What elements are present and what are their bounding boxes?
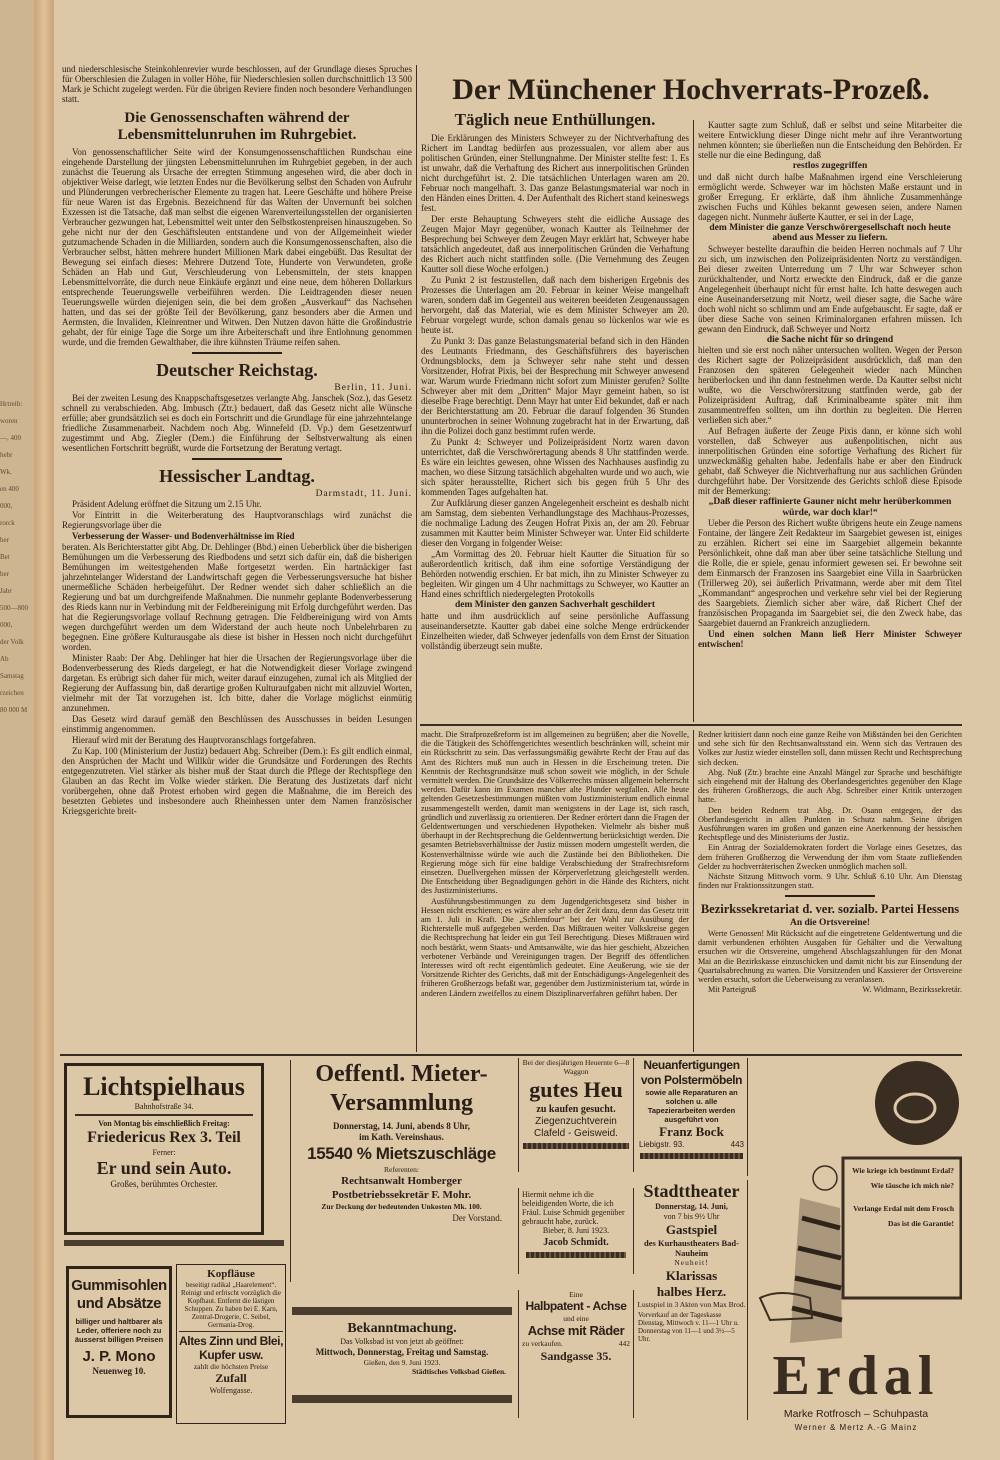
paragraph: Die Erklärungen des Ministers Schweyer zu der Nichtverhaftung des Richert im Landtag bedürfen aus prozessualen, vor allem aber aus politischen Gründen, einer Stellungnahme. Der Minister stellte fest: 1. Es ist unwahr, daß die Verhaftung des Richert aus innerpolitischen Gründen nicht durchgeführt ist. 2. Die tatsächlichen Unterlagen waren am 20. Februar noch mangelhaft. 3. Das ganze Belastungsmaterial war noch in den Händen eines Dritten. 4. Der Aufenthalt des Richert stand keineswegs fest. bbox=[421, 133, 689, 213]
ad-heu bbox=[518, 1058, 634, 1172]
paragraph: Von genossenschaftlicher Seite wird der Konsumgenossenschaftlichen Rundschau eine eingehende Darstellung der jüngsten Lebensmittelunruhen im Ruhrgebiet gegeben, in der auch zunächst die Teuerung als Ursache der erregten Stimmung angesehen wird, die aber doch in objektiver Weise darlegt, wie letzten Endes nur die Bevölkerung selbst den Schaden von Aufruhr und Plünderungen verbrecherischer Elemente zu tragen hat. Leere Geschäfte und höhere Preise für neue Waren ist das Ergebnis. Bezeichnend für das Walten der Unvernunft bei solchen Exzessen ist die Tatsache, daß man selbst die eigenen Warenverteilungsstellen der organisierten Verbraucher gezwungen hat, Lebensmittel weit unter den Selbstkostenpreisen hinauszugeben. So gehe nicht nur der den Geschäftsleuten entstandene und von der Allgemeinheit wieder gutzumachende Schaden in die Milliarden, sondern auch die Konsumgenossenschaften, also die Verbraucher selbst, hätten mehrere hundert Millionen Mark dabei eingebüßt. Das Resultat der Bewegung sei einfach dieses: Mehrere Dutzend Tote, Hunderte von Verwundeten, große Schäden an Hab und Gut, Verschleuderung von Lebensmitteln, der stets knappen Lebensmittelvorräte, die durch neue Einkäufe ergänzt und eine neue, dem höheren Dollarkurs entsprechende Teuerungswelle verbeiführen werden. Die Leidtragenden dieser neuen Teuerungswelle würden diejenigen sein, die bei dem großen „Ausverkauf“ das Nachsehen hatten, und das sei der größte Teil der Bevölkerung, ganz besonders aber die Armen und Aermsten, die Invaliden, Kleinrentner und Witwen. Den Nutzen davon hätte die Großindustrie gehabt, der für einige Tage die Sorge um ihre Arbeiterschaft und ihre Entlohnung genommen wurde, und die fremden Gewalthaber, die ihre kühnsten Träume reifen sahen. bbox=[62, 147, 412, 347]
ad-text: Clafeld - Geisweid. bbox=[534, 1128, 618, 1139]
ad-signature: Städtisches Volksbad Gießen. bbox=[412, 1367, 506, 1376]
ad-address: Sandgasse 35. bbox=[540, 1349, 612, 1363]
ad-text: Neuheit! bbox=[674, 1258, 709, 1267]
previous-page-fragment: Bet bbox=[0, 553, 10, 561]
previous-page-fragment: woren bbox=[0, 417, 18, 425]
ad-text: und eine bbox=[563, 1314, 589, 1323]
subheading: restlos zugegriffen bbox=[792, 161, 868, 171]
ad-address: Bahnhofstraße 34. bbox=[134, 1102, 194, 1111]
dateline: Berlin, 11. Juni. bbox=[334, 383, 412, 393]
ad-title: Altes Zinn und Blei, bbox=[179, 1334, 284, 1348]
article-title-genossenschaften: Die Genossenschaften während der Lebensmittelunruhen im Ruhrgebiet. bbox=[117, 110, 357, 143]
ad-text: zu verkaufen. bbox=[522, 1339, 563, 1348]
ad-text: Wie kriege ich bestimmt Erdal? bbox=[852, 1166, 954, 1175]
ad-date: Bieber, 8. Juni 1923. bbox=[542, 1226, 610, 1235]
paragraph: Vor Eintritt in die Weiterberatung des Hauptvoranschlags wird zunächst die Regierungsvorlage über die bbox=[62, 510, 412, 530]
ad-title: Kupfer usw. bbox=[199, 1348, 263, 1362]
ad-name: Jacob Schmidt. bbox=[543, 1237, 609, 1248]
previous-page-fragment: der Volk bbox=[0, 638, 24, 646]
ad-text: Postbetriebssekretär F. Mohr. bbox=[331, 1189, 472, 1201]
quote: „Daß dieser raffinierte Gauner nicht mehr herüberkommen würde, war doch klar!“ bbox=[708, 497, 952, 518]
previous-page-fragment: 000, bbox=[0, 502, 13, 510]
previous-page-fragment: ber bbox=[0, 536, 9, 544]
ad-title: Lichtspielhaus bbox=[83, 1072, 245, 1101]
main-headline: Der Münchener Hochverrats-Prozeß. bbox=[452, 73, 930, 106]
article-title-reichstag: Deutscher Reichstag. bbox=[156, 360, 318, 380]
ad-text: Wie täusche ich mich nie? bbox=[870, 1181, 954, 1190]
ad-gummisohlen bbox=[66, 1266, 172, 1418]
article-title-landtag: Hessischer Landtag. bbox=[159, 466, 315, 486]
woman-figure-icon bbox=[813, 1166, 837, 1190]
column-rule bbox=[693, 120, 694, 722]
greeting: Mit Parteigruß bbox=[708, 985, 756, 995]
ad-text: Das Volksbad ist von jetzt ab geöffnet: bbox=[340, 1337, 464, 1346]
paragraph: Präsident Adelung eröffnet die Sitzung um 2.15 Uhr. bbox=[72, 499, 262, 509]
erdal-product: Marke Rotfrosch – Schuhpasta bbox=[783, 1408, 929, 1420]
ad-title: von Polstermöbeln bbox=[640, 1073, 743, 1087]
ad-title: Versammlung bbox=[329, 1090, 474, 1116]
paragraph: Und einen solchen Mann ließ Herr Minister Schweyer entwischen! bbox=[698, 629, 962, 649]
paragraph: hielten und sie erst noch näher untersuchen wollten. Wegen der Person des Richert sagte der Polizeipräsident ausdrücklich, daß man den Franzosen den späteren Gelegenheit wieder nach München herüberlocken und ihn dann festnehmen werde. Da Kautter selbst nicht wußte, wo die Verschwörersitzung stattfinden werde, gab der Polizeipräsident Auftrag, daß Kriminalbeamte später mit ihm zusammentreffen sollten, um ihn dorthin zu begleiten. Die Herren verließen sich aber.“ bbox=[698, 345, 962, 425]
section-rule bbox=[60, 1054, 962, 1056]
ad-title: gutes Heu bbox=[529, 1077, 623, 1102]
subheading: dem Minister die ganze Verschwörergesellschaft noch heute abend aus Messer zu liefern. bbox=[709, 222, 951, 243]
ad-kopflaeuse bbox=[176, 1264, 286, 1424]
ad-text: von 7 bis 9½ Uhr bbox=[663, 1212, 720, 1221]
previous-page-edge bbox=[0, 0, 34, 1460]
paragraph: Zu Punkt 3: Das ganze Belastungsmaterial befand sich in den Händen des Leutnants Friedmann, des Geschäftsführers des bayerischen Ordnungsblocks, dem ja Schweyer sehr nahe steht und dessen Vorsitzender, Hofrat Pixis, bei der Besprechung mit Schweyer anwesend war. Warum wurde Friedmann nicht sofort zum Minister gerufen? Sollte Schweyer aber mit dem „Dritten“ Major Mayr gemeint haben, so ist dieselbe Frage berechtigt. Denn Mayr hat unter Eid bekundet, daß er nach der Berichterstattung am 20. Februar die darauf folgenden 36 Stunden ununterbrochen in seiner Wohnung zugebracht hat in der Erwartung, daß ihn die Polizei doch ganz bestimmt rufen werde. bbox=[421, 336, 689, 436]
ad-text: Vorverkauf an der Tageskasse Dienstag, Mittwoch v. 11—1 Uhr u. Donnerstag von 11—1 und 3½—5 Uhr. bbox=[638, 1311, 739, 1343]
previous-page-fragment: Jabr bbox=[0, 587, 12, 595]
ad-text: sowie alle Reparaturen an solchen u. alle Tapezierarbeiten werden ausgeführt von bbox=[645, 1088, 738, 1124]
intro-paragraph: und niederschlesische Steinkohlenrevier wurde beschlossen, auf der Grundlage dieses Spruches für Oberschlesien die Zulagen in voller Höhe, für Niederschlesien sollen durchschnittlich 13 500 Mark je Schicht zugelegt werden. Für die übrigen Reviere finden noch besondere Verhandlungen statt. bbox=[62, 64, 412, 104]
ad-name: Franz Bock bbox=[659, 1124, 724, 1139]
paragraph: Hierauf wird mit der Beratung des Hauptvoranschlags fortgefahren. bbox=[72, 735, 316, 745]
paragraph: Zu Kap. 100 (Ministerium der Justiz) bedauert Abg. Schreiber (Dem.): Es gilt endlich einmal, den Ansprüchen der Macht und Willkür wider die Grundsätze und Forderungen des Rechts entgegenzutreten. Viel stärker als bisher muß der Staat durch die Pflege der Rechtspflege den Glauben an das Recht im Volke wieder stärken. Die Beratung des Justizetats darf nicht vorübergehen, ohne daß Protest erhoben wird gegen die Maßnahme, die im Bereich des besetzten Gebietes und insbesondere auch Rheinhessen unter dem Namen französischer Kriegsgerichte breit- bbox=[62, 746, 412, 816]
paragraph: Redner kritisiert dann noch eine ganze Reihe von Mißständen bei den Gerichten und sehe sich für den Rechtsanwaltsstand ein. Wenn sich das Vertrauen des Volkes zur Justiz wieder einstellen soll, dann müssen Recht und Rechtsprechung sich decken. bbox=[698, 730, 962, 767]
paragraph: Ueber die Person des Richert wußte übrigens heute ein Zeuge namens Fontaine, der längere Zeit Redakteur im Saargebiet gewesen ist, einiges zu erzählen. Richert sei eine im Saargebiet allgemein bekannte Persönlichkeit, ohne daß man aber über seine tatsächliche Stellung und die Rolle, die er spiele, genau informiert gewesen sei. Er bewohne seit dem Einmarsch der Franzosen ins Saargebiet eine Villa in Saarbrücken (Trillerweg 20), sei äußerlich Privatmann, werde aber mit dem Titel „Kommandant“ angesprochen und verkehre sehr viel bei der Regierung des Saargebiets. Ziemlich sicher aber wäre, daß Richert Chef der französischen Propaganda im Saargebiet sei, die den Zweck habe, das Saargebiet dauernd an Frankreich anzugliedern. bbox=[698, 518, 962, 628]
ad-title: Kopfläuse bbox=[207, 1268, 255, 1280]
subheading: die Sache nicht für so dringend bbox=[766, 334, 894, 345]
ad-text: Ziegenzuchtverein bbox=[535, 1116, 617, 1127]
paragraph: Auf Befragen äußerte der Zeuge Pixis dann, er könne sich wohl vorstellen, daß Schweyer aus außenpolitischen, nicht aus innerpolitischen Gründen eine sofortige Verhaftung des Richert für unzweckmäßig gehalten habe. Jedenfalls habe er aber den Eindruck gehabt, daß Schweyer die Nichtverhaftung nur aus sachlichen Gründen durchgeführt habe. Der Vorsitzende des Gerichts schloß diese Episode mit der Bemerkung: bbox=[698, 426, 962, 496]
ad-text: Von Montag bis einschließlich Freitag: bbox=[98, 1119, 230, 1128]
ad-text: zahlt die höchsten Preise bbox=[193, 1362, 269, 1371]
paragraph: Minister Raab: Der Abg. Dehlinger hat hier die Ursachen der Regierungsvorlage über die Bodenverbesserung des Rieds dargelegt, er hat die Notwendigkeit dieser Vorlage zwingend dargetan. Es erübrigt sich daher für mich, weiter darauf einzugehen, zumal ich als Mitglied der Regierung der Auffassung bin, daß derartige großen Kulturaufgaben nicht mit allzuviel Worten, vielmehr mit der Tat vorzugehen ist. Ich bitte, daher die Vorlage möglichst einmütig anzunehmen. bbox=[62, 653, 412, 713]
paragraph: Den beiden Rednern trat Abg. Dr. Osann entgegen, der das Oberlandesgericht in allen Punkten in Schutz nahm. Seine übrigen Ausführungen waren im großen und ganzen eine Anerkennung der hessischen Rechtspflege und des Ministeriums der Justiz. bbox=[698, 805, 962, 843]
ad-mieterversammlung bbox=[290, 1060, 512, 1282]
ad-name: J. P. Mono bbox=[82, 1348, 156, 1365]
previous-page-fragment: rzeichen bbox=[0, 689, 24, 697]
previous-page-fragment: 000, bbox=[0, 621, 13, 629]
section-rule bbox=[420, 724, 962, 726]
previous-page-fragment: ber bbox=[0, 570, 9, 578]
binding-fold bbox=[34, 0, 54, 1460]
ad-play: Klarissas bbox=[665, 1268, 718, 1283]
paragraph: Ausführungsbestimmungen zu dem Jugendgerichtsgesetz sind bisher in Hessen nicht erschienen; es wäre aber sehr an der Zeit dazu, denn das Gesetz tritt am 1. Juli in Kraft. Die „Schlemfour“ bei der Wahl zur Ausübung der Richterstelle muß aufgegeben werden. Das Mißtrauen weiter Volkskreise gegen die Rechtsprechung hat leider ein gut Teil Berechtigung. Dieses Mißtrauen wird noch bestärkt, wenn Staats- und Amtsanwälte, wie das hier geschieht, Abzeichen verbotener Verbände und Vereinigungen tragen. Der Begriff des öffentlichen Interesses wird oft recht eigentümlich gedeutet. Eine Aeußerung, wie sie der Vorsitzende Richter des Gerichts, daß mit der Entschädigungs-Angelegenheit des früheren Großherzogs befaßt war, gegenüber dem Justizministerium tat, würde in anderen Ländern zweifellos zu einem Disziplinarverfahren geführt haben. Der bbox=[421, 896, 689, 998]
column-rule bbox=[416, 65, 417, 1052]
ad-topic: 15540 % Mietszuschläge bbox=[307, 1144, 496, 1163]
previous-page-fragment: hebr bbox=[0, 451, 13, 459]
previous-page-fragment: en 400 bbox=[0, 485, 19, 493]
ad-divider-bar bbox=[64, 1240, 284, 1246]
ad-text: Zur Deckung der bedeutenden Unkosten Mk. 100. bbox=[321, 1202, 482, 1211]
ad-text: Lustspiel in 3 Akten von Max Brod. bbox=[637, 1300, 746, 1309]
main-subheadline: Täglich neue Enthüllungen. bbox=[454, 110, 656, 129]
ad-text: Referenten: bbox=[384, 1165, 419, 1174]
ad-text: des Kurhaustheaters Bad-Nauheim bbox=[644, 1238, 739, 1258]
paragraph: beraten. Als Berichterstatter gibt Abg. Dr. Dehlinger (Bbd.) einen Ueberblick über die bisherigen Bemühungen um die Verbesserung des Riedbodens und setzt sich dafür ein, daß die bisherigen Bemühungen im weitestgehenden Maße fortgesetzt werden. Ein hartnäckiger fast jahrzehntelanger Widerstand der Landwirtschaft gegen die Verbesserungsversuche hat bisher unermeßliche Schäden herbeigeführt. Der Redner wendet sich daher schließlich an die Regierung und bat um durchgreifende Maßnahmen. Die nunmehr geplante Bodenverbesserung des Rieds kann nur in Verbindung mit der Feldbereinigung mit Erfolg durchgeführt werden. Das hat die Regierungsvorlage vollauf Rechnung getragen. Die Feldbereinigung wird von Amts wegen durchgeführt werden um dem Widerstand der auch heute noch Unbelehrbaren zu begegnen. Eine größere Kulturausgabe als diese ist bisher in Hessen noch nicht durchgeführt worden. bbox=[62, 542, 412, 652]
paragraph: Werte Genossen! Mit Rücksicht auf die eingetretene Geldentwertung und die damit verbundenen erhöhten Ausgaben für Gehälter und die Verwaltung ersuchen wir die Ortsvereine, umgehend Abschlagszahlungen für den Monat Mai an die Bezirkskasse einzuschicken und damit nicht bis zur Einsendung der Quartalsabrechnung zu warten. Die Vorsitzenden und Kassierer der Ortsvereine werden ersucht, sofort die Ueberweisung zu veranlassen. bbox=[698, 928, 962, 984]
ad-achse bbox=[518, 1290, 634, 1418]
paragraph: hatte und ihm ausdrücklich auf seine persönliche Auffassung auseinandersetzte. Kautter gab dabei eine solche Menge erdrückender Einzelheiten wieder, daß Schweyer jedenfalls von dem Ernst der Situation vollständig überzeugt sein mußte. bbox=[421, 610, 689, 651]
paragraph: Der erste Behauptung Schweyers steht die eidliche Aussage des Zeugen Major Mayr gegenüber, wonach Kautter als Teilnehmer der Besprechung bei Schweyer dem Zeugen Mayr erklärt hat, Schweyer habe tatsächlich angedeutet, daß aus innerpolitischen Gründen die Verhaftung des Richert auch nicht stattfinden solle. (Die Vernehmung des Zeugen Kautter soll diese Woche erfolgen.) bbox=[421, 214, 689, 274]
previous-page-fragment: Ab bbox=[0, 655, 9, 663]
landtag-end-column bbox=[698, 730, 962, 1052]
paragraph: Abg. Nuß (Ztr.) brachte eine Anzahl Mängel zur Sprache und beschäftigte sich eingehend mit der Haltung des Oberlandesgerichtes gegenüber den Klage des früheren Großherzogs, die auch Abg. Schreiber einer Kritik unterzogen hatte. bbox=[698, 767, 962, 805]
ad-title: Stadttheater bbox=[643, 1181, 740, 1201]
ad-erdal bbox=[750, 1058, 962, 1443]
ad-stadttheater bbox=[636, 1180, 748, 1420]
ad-polstermoebel bbox=[636, 1058, 748, 1176]
previous-page-fragment: 80 000 M bbox=[0, 706, 28, 714]
main-article-column-2 bbox=[698, 120, 962, 722]
ad-address: Neuenweg 10. bbox=[92, 1366, 146, 1376]
divider bbox=[785, 895, 875, 897]
ad-text: Hiermit nehme ich die beleidigenden Worte, die ich Fräul. Luise Schmidt gegenüber gebraucht habe, zurück. bbox=[522, 1190, 625, 1226]
divider bbox=[192, 352, 282, 354]
ad-film: Er und sein Auto. bbox=[96, 1158, 232, 1178]
ad-title: Gummisohlen bbox=[71, 1277, 167, 1294]
erdal-company: Werner & Mertz A.-G Mainz bbox=[794, 1423, 918, 1432]
ad-text: billiger und haltbarer als Leder, offeriere noch zu äusserst billigen Preisen bbox=[74, 1317, 164, 1344]
paragraph: Nächste Sitzung Mittwoch vorm. 9 Uhr. Schluß 6.10 Uhr. Am Dienstag finden nur Fraktionssitzungen statt. bbox=[698, 872, 962, 891]
ad-title: Oeffentl. Mieter- bbox=[315, 1061, 488, 1087]
paragraph: Ein Antrag der Sozialdemokraten fordert die Vorlage eines Gesetzes, das dem früheren Großherzog die Verwendung der ihm vom Staate zufließenden Gelder zu hochverräterischen Zwecken unmöglich machen soll. bbox=[698, 843, 962, 871]
previous-page-fragment: 500—800 bbox=[0, 604, 28, 612]
ad-signature: Der Vorstand. bbox=[452, 1213, 502, 1223]
ad-number: 443 bbox=[730, 1140, 744, 1149]
ad-text: Eine bbox=[569, 1290, 583, 1299]
ad-text: Donnerstag, 14. Juni, bbox=[655, 1202, 728, 1211]
ad-lichtspielhaus bbox=[64, 1063, 264, 1235]
ad-name: Zufall bbox=[215, 1371, 247, 1385]
previous-page-fragment: Samstag bbox=[0, 672, 24, 680]
ad-title: Neuanfertigungen bbox=[643, 1058, 740, 1072]
ad-text: Bei der diesjährigen Heuernte 6—8 Waggon bbox=[522, 1058, 630, 1076]
subheading: Verbesserung der Wasser- und Bodenverhältnisse im Ried bbox=[72, 531, 295, 541]
divider bbox=[192, 458, 282, 460]
ad-number: 442 bbox=[618, 1339, 630, 1348]
previous-page-fragment: rorck bbox=[0, 519, 15, 527]
frog-logo-icon bbox=[875, 1061, 959, 1145]
paragraph: Kautter sagte zum Schluß, daß er selbst und seine Mitarbeiter die weitere Entwicklung dieser Dinge nicht mehr auf ihre Verantwortung nehmen könnten; sie überließen nun die Entscheidung den Behörden. Er stelle nur die eine Bedingung, daß bbox=[698, 120, 962, 160]
ad-address: Wolfengasse. bbox=[209, 1386, 253, 1395]
ad-title: Achse mit Räder bbox=[527, 1323, 625, 1338]
ad-date: Gießen, den 9. Juni 1923. bbox=[363, 1358, 441, 1367]
ad-address: Liebigstr. 93. bbox=[639, 1140, 685, 1149]
ad-widerruf bbox=[518, 1188, 634, 1274]
paragraph: Bei der zweiten Lesung des Knappschaftsgesetzes verlangte Abg. Janschek (Soz.), das Gesetz schnell zu verabschieden. Abg. Imbusch (Ztr.) bedauert, daß das Gesetz nicht alle Wünsche erfülle; aber grundsätzlich sei es doch ein Fortschritt und die Grundlage für eine jahrzehntelange friedliche Zusammenarbeit. Nachdem noch Abg. Winnefeld (D. Vp.) dem Gesetzentwurf zugestimmt und Abg. Ziegler (Dem.) die Einführung der Selbstverwaltung als einen wesentlichen Fortschritt begrüßt, wurde die Fortsetzung der Beratung vertagt. bbox=[62, 393, 412, 453]
ad-title: Halbpatent - Achse bbox=[525, 1299, 627, 1313]
erdal-brand: Erdal bbox=[772, 1345, 940, 1407]
ad-text: im Kath. Vereinshaus. bbox=[359, 1132, 444, 1142]
ad-text: Ferner: bbox=[152, 1148, 176, 1157]
ad-title: und Absätze bbox=[76, 1295, 162, 1312]
paragraph: Zur Aufklärung dieser ganzen Angelegenheit erscheint es deshalb nicht am Samstag, dem siebenten Verhandlungstage des Machhaus-Prozesses, die nochmalige Ladung des Zeugen Hofrat Pixis an, der am 20. Februar zusammen mit Kautter beim Minister Schweyer war. Unter Eid schilderte dieser den Vorgang in folgender Weise: bbox=[421, 498, 689, 548]
ad-text: Großes, berühmtes Orchester. bbox=[110, 1179, 218, 1189]
paragraph: Zu Punkt 2 ist festzustellen, daß nach dem bisherigen Ergebnis des Prozesses die Unterlagen am 20. Februar in keiner Weise mangelhaft waren, sondern daß im Gegenteil aus weiteren beeideten Zeugenaussagen hervorgeht, daß das Material, wie es dem Minister Schweyer am 20. Februar vorgelegt wurde, schon damals genau so lückenlos war wie es heute ist. bbox=[421, 275, 689, 335]
signature: W. Widmann, Bezirkssekretär. bbox=[862, 985, 962, 995]
ad-text: Donnerstag, 14. Juni, abends 8 Uhr, bbox=[333, 1121, 470, 1131]
ad-bekanntmachung bbox=[292, 1307, 512, 1403]
paragraph: Schweyer bestellte daraufhin die beiden Herren nochmals auf 7 Uhr zu sich, um inzwischen den Polizeipräsidenten Nortz zu verständigen. Bei dieser zweiten Unterredung um 7 Uhr war Schweyer schon zurückhaltender, und Nortz erweckte den Eindruck, daß er die ganze Angelegenheit überhaupt nicht für ernst halte. Ich hatte deswegen auch eine Auseinandersetzung mit Nortz, weil dieser sagte, die Sache wäre doch wohl nicht so schlimm und am Ende aufgebauscht. Er sagte, daß er über diese Sache von seinen Kriminalorganen erfahren müssen. Ich gewann den Eindruck, daß Schweyer und Nortz bbox=[698, 243, 962, 334]
ad-play: halbes Herz. bbox=[656, 1284, 727, 1299]
ad-text: Verlange Erdal mit dem Frosch bbox=[853, 1204, 954, 1213]
ad-text: Rechtsanwalt Homberger bbox=[341, 1175, 462, 1187]
previous-page-fragment: —, 400 bbox=[0, 434, 21, 442]
ad-text: Mittwoch, Donnerstag, Freitag und Samstag. bbox=[315, 1347, 489, 1357]
bezirk-title: Bezirkssekretariat d. ver. sozialb. Partei Hessens bbox=[700, 902, 960, 917]
paragraph: „Am Vormittag des 20. Februar hielt Kautter die Situation für so außerordentlich kritisch, daß ihm eine sofortige Verständigung der Behörden notwendig erschien. Er bat mich, ihn zu Minister Schweyer zu begleiten. Wir gingen um 4 Uhr nachmittags zu Schweyer, wo Kautter an Hand eines schriftlich niedergelegten Protokolls bbox=[421, 549, 689, 599]
ad-text: Gastspiel bbox=[665, 1222, 718, 1237]
ad-text: beseitigt radikal „Haarelement“. Reinigt und erfrischt vorzüglich die Kopfhaut. Entfernt die lästigen Schuppen. Zu haben bei E. Karn, Zentral-Drogerie, C. Seibel, Germania-Drog. bbox=[181, 1281, 281, 1329]
paragraph: Das Gesetz wird darauf gemäß den Beschlüssen des Ausschusses in beiden Lesungen einstimmig angenommen. bbox=[62, 714, 412, 734]
ad-text: Das ist die Garantie! bbox=[887, 1219, 954, 1228]
landtag-continued-column bbox=[421, 730, 689, 1052]
previous-page-fragment: Wk. bbox=[0, 468, 12, 476]
ad-text: zu kaufen gesucht. bbox=[536, 1104, 616, 1115]
subheading: dem Minister den ganzen Sachverhalt geschildert bbox=[454, 600, 656, 610]
ad-title: Bekanntmachung. bbox=[347, 1321, 457, 1336]
paragraph: Zu Punkt 4: Schweyer und Polizeipräsident Nortz waren davon unterrichtet, daß die Verschwörertagung abends 8 Uhr stattfinden werde. Es wäre ein leichtes gewesen, ohne Wissen des Nachhauses ausfindig zu machen, wo diese Sitzung tatsächlich abgehalten wurde und wo auch, wie sich später herausstellte, Richert sich bis gegen früh 5 Uhr des kommenden Tages aufgehalten hat. bbox=[421, 437, 689, 497]
bezirk-subtitle: An die Ortsvereine! bbox=[789, 918, 871, 929]
previous-page-fragment: Hrtreib: bbox=[0, 400, 23, 408]
column-rule bbox=[693, 730, 694, 1052]
dateline: Darmstadt, 11. Juni. bbox=[315, 489, 412, 499]
ad-film: Friedericus Rex 3. Teil bbox=[87, 1129, 241, 1146]
main-article-column-1 bbox=[421, 133, 689, 722]
paragraph: macht. Die Strafprozeßreform ist im allgemeinen zu begrüßen; aber die Novelle, die die Tätigkeit des Schöffengerichtes wesentlich beschränken will, scheint mir ein Rückschritt zu sein. Das verfassungsmäßig gewährte Recht der Frau auf das Amt des Richters muß nun auch in Hessen in die Erscheinung treten. Die Kenntnis der Rechtsgrundsätze muß schon soweit wie möglich, in der Schule vermittelt werden. Die Grundsätze des Völkerrechts müssen allgemein beherrscht werden. Dafür kann im Examen mancher alte Plunder wegfallen. Alle heute geltenden Gesetzesbestimmungen müßten vom Justizministerium endlich einmal zusammengestellt werden, damit man wenigstens in der Lage ist, sich rasch, gründlich und zuverlässig zu orientieren. Der Redner erörtert dann die Fragen der Geldentwertungen und verschiedenen Hypotheken. Vielmehr als bisher muß überhaupt in der Rechtsprechung die Geldentwertung berücksichtigt werden. Die gesamten Betriebsverhältnisse der Justiz müssen modern umgestellt werden, die Kostenverhältnisse würde wie auch die Zustände bei den Bibliotheken. Die Regierung möge sich für eine baldige Verabschiedung der Strafrechtsreform einsetzen. Duellvergehen müssen der Körperverletzung gleichgestellt werden. Die Entscheidung über Begnadigungen gehört in die Hände des Richters, nicht des Justizministeriums. bbox=[421, 730, 689, 896]
left-column bbox=[62, 64, 412, 1050]
paragraph: und daß nicht durch halbe Maßnahmen irgend eine Verschleierung ermöglicht werde. Schweyer war im höchsten Maße erstaunt und in großer Erregung. Er erklärte, daß ihm ähnliche Zusammenhänge zwischen Fuchs und Kühles bekannt gewesen seien, andere Namen dagegen nicht. Nunmehr äußerte Kautter, er sei in der Lage, bbox=[698, 171, 962, 222]
